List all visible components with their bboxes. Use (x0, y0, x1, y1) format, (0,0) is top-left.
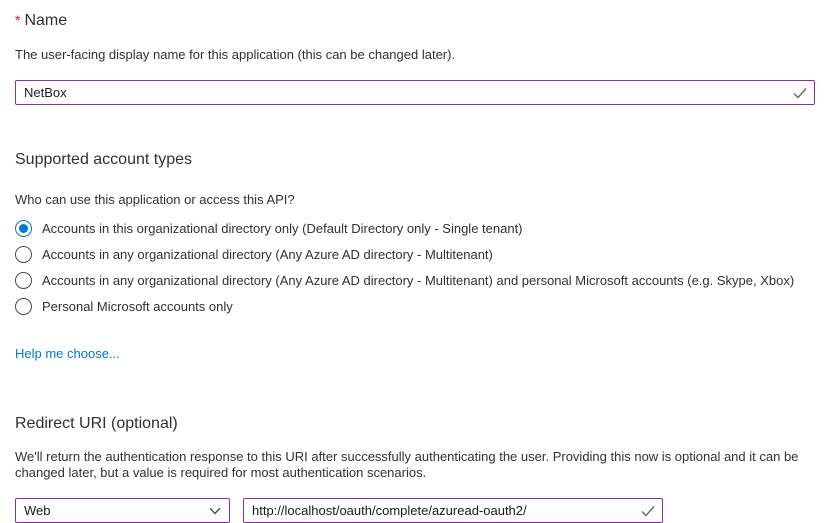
radio-button[interactable] (15, 220, 32, 237)
name-heading-label: Name (24, 12, 68, 29)
uri-field-wrapper (243, 498, 663, 523)
radio-option-label[interactable]: Accounts in any organizational directory (Any Azure AD directory - Multitenant) and personal Microsoft accounts (e.g. Skype, Xbox) (42, 272, 795, 288)
radio-button[interactable] (15, 246, 32, 263)
redirect-uri-heading: Redirect URI (optional) (15, 415, 178, 432)
redirect-uri-description: We'll return the authentication response to this URI after successfully authenticating the user. Providing this now is optional and it can be changed later, but a value is required for most authentication scenarios. (15, 449, 799, 480)
radio-option-label[interactable]: Personal Microsoft accounts only (42, 298, 233, 314)
redirect-uri-input[interactable] (243, 498, 663, 523)
name-description: The user-facing display name for this application (this can be changed later). (15, 47, 456, 62)
radio-option-label[interactable]: Accounts in any organizational directory (Any Azure AD directory - Multitenant) (42, 246, 493, 262)
account-types-question: Who can use this application or access this API? (15, 192, 295, 207)
help-me-choose-link[interactable]: Help me choose... (15, 346, 120, 361)
radio-option-label[interactable]: Accounts in this organizational directory only (Default Directory only - Single tenant) (42, 220, 523, 236)
platform-selected-value: Web (24, 503, 51, 518)
radio-option-personal-only[interactable] (15, 298, 815, 315)
account-types-radio-group (15, 220, 815, 315)
account-types-heading: Supported account types (15, 151, 193, 168)
required-asterisk: * (15, 12, 21, 28)
name-section-heading (15, 10, 815, 31)
radio-option-multitenant[interactable] (15, 246, 815, 263)
radio-button[interactable] (15, 298, 32, 315)
redirect-uri-controls (15, 498, 815, 523)
platform-select-dropdown[interactable] (15, 498, 230, 523)
name-input[interactable] (15, 80, 815, 105)
radio-option-multitenant-personal[interactable] (15, 272, 815, 289)
radio-option-single-tenant[interactable] (15, 220, 815, 237)
radio-button[interactable] (15, 272, 32, 289)
chevron-down-icon (209, 507, 221, 515)
name-field-wrapper (15, 80, 815, 105)
